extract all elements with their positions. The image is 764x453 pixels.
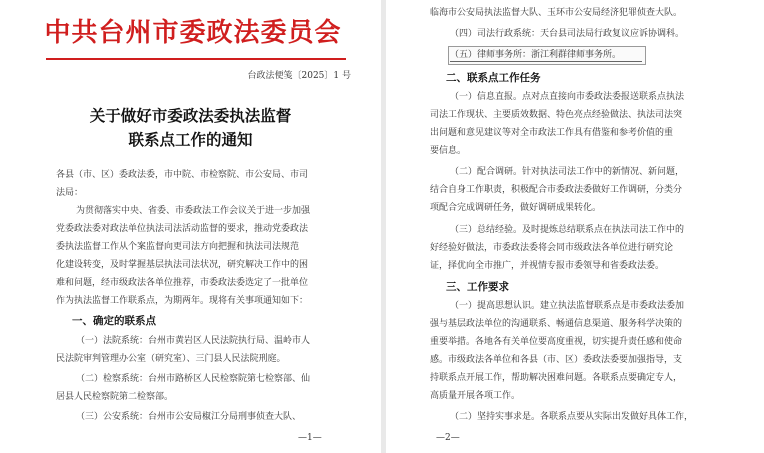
addressee-line: 法局： xyxy=(56,188,84,198)
body-line: 难和问题，经市级政法各单位推荐，市委政法委选定了一批单位 xyxy=(56,278,309,288)
page-number: —2— xyxy=(436,433,460,443)
task-info-line: 出问题和意见建议等对全市政法工作具有借鉴和参考价值的重 xyxy=(430,128,674,138)
requirement-line: 强与基层政法单位的沟通联系、畅通信息渠道、服务科学决策的 xyxy=(430,319,683,329)
procuratorate-system-line: 居县人民检察院第二检察部。 xyxy=(56,392,174,402)
document-number: 台政法便笺〔2025〕1 号 xyxy=(247,71,351,81)
body-line: 临海市公安局执法监督大队、玉环市公安局经济犯罪侦查大队。 xyxy=(430,8,683,18)
document-page-1 xyxy=(0,0,381,453)
law-firm-line: （五）律师事务所：浙江利群律师事务所。 xyxy=(450,50,622,60)
court-system-line: （一）法院系统：台州市黄岩区人民法院执行局、温岭市人 xyxy=(76,336,311,346)
task-experience-line: 好经验好做法，市委政法委将会同市级政法各单位进行研究论 xyxy=(430,243,674,253)
requirement-line: （二）坚持实事求是。各联系点要从实际出发做好具体工作， xyxy=(450,412,694,422)
court-system-line: 民法院审判管理办公室（研究室）、三门县人民法院刑庭。 xyxy=(56,354,286,364)
document-page-2 xyxy=(386,0,764,453)
page-number: —1— xyxy=(298,433,322,443)
task-info-line: 司法工作现状、主要质效数据、特色亮点经验做法、执法司法突 xyxy=(430,110,683,120)
requirement-line: 持联系点开展工作，帮助解决困难问题。各联系点要确定专人， xyxy=(430,373,683,383)
section-heading-tasks: 二、联系点工作任务 xyxy=(446,72,541,84)
task-experience-line: 证，择优向全市推广，并视情专报市委领导和省委政法委。 xyxy=(430,261,665,271)
addressee-line: 各县（市、区）委政法委，市中院、市检察院、市公安局、市司 xyxy=(56,170,309,180)
task-research-line: 项配合完成调研任务，做好调研成果转化。 xyxy=(430,203,602,213)
task-research-line: 结合自身工作职责，积极配合市委政法委做好工作调研，分类分 xyxy=(430,185,683,195)
task-info-line: （一）信息直报。点对点直接向市委政法委报送联系点执法 xyxy=(450,92,685,102)
law-firm-underline xyxy=(450,61,642,62)
body-line: 委执法监督工作从个案监督向更司法方向把握和执法司法规范 xyxy=(56,242,300,252)
requirement-line: 感。市级政法各单位和各县（市、区）委政法委要加强指导，支 xyxy=(430,355,683,365)
section-heading-requirements: 三、工作要求 xyxy=(446,281,509,293)
procuratorate-system-line: （二）检察系统：台州市路桥区人民检察院第七检察部、仙 xyxy=(76,374,311,384)
requirement-line: （一）提高思想认识。建立执法监督联系点是市委政法委加 xyxy=(450,301,685,311)
notice-title-line-2: 联系点工作的通知 xyxy=(128,130,253,149)
requirement-line: 重要举措。各地各有关单位要高度重视，切实提升责任感和使命 xyxy=(430,337,683,347)
section-heading-contact-points: 一、确定的联系点 xyxy=(72,315,156,327)
judicial-admin-line: （四）司法行政系统：天台县司法局行政复议应诉协调科。 xyxy=(450,29,685,39)
body-line: 化建设转变，及时掌握基层执法司法状况，研究解决工作中的困 xyxy=(56,260,309,270)
requirement-line: 高质量开展各项工作。 xyxy=(430,391,521,401)
red-header-divider xyxy=(46,58,346,60)
body-line: 为贯彻落实中央、省委、市委政法工作会议关于进一步加强 xyxy=(76,206,311,216)
red-header-title: 中共台州市委政法委员会 xyxy=(44,18,342,48)
body-line: 作为执法监督工作联系点，为期两年。现将有关事项通知如下： xyxy=(56,296,309,306)
task-research-line: （二）配合调研。针对执法司法工作中的新情况、新问题， xyxy=(450,167,685,177)
body-line: 党委政法委对政法单位执法司法活动监督的要求，推动党委政法 xyxy=(56,224,309,234)
police-system-line: （三）公安系统：台州市公安局椒江分局刑事侦查大队、 xyxy=(76,412,302,422)
task-info-line: 要信息。 xyxy=(430,146,467,156)
task-experience-line: （三）总结经验。及时提炼总结联系点在执法司法工作中的 xyxy=(450,225,685,235)
notice-title-line-1: 关于做好市委政法委执法监督 xyxy=(89,106,292,125)
